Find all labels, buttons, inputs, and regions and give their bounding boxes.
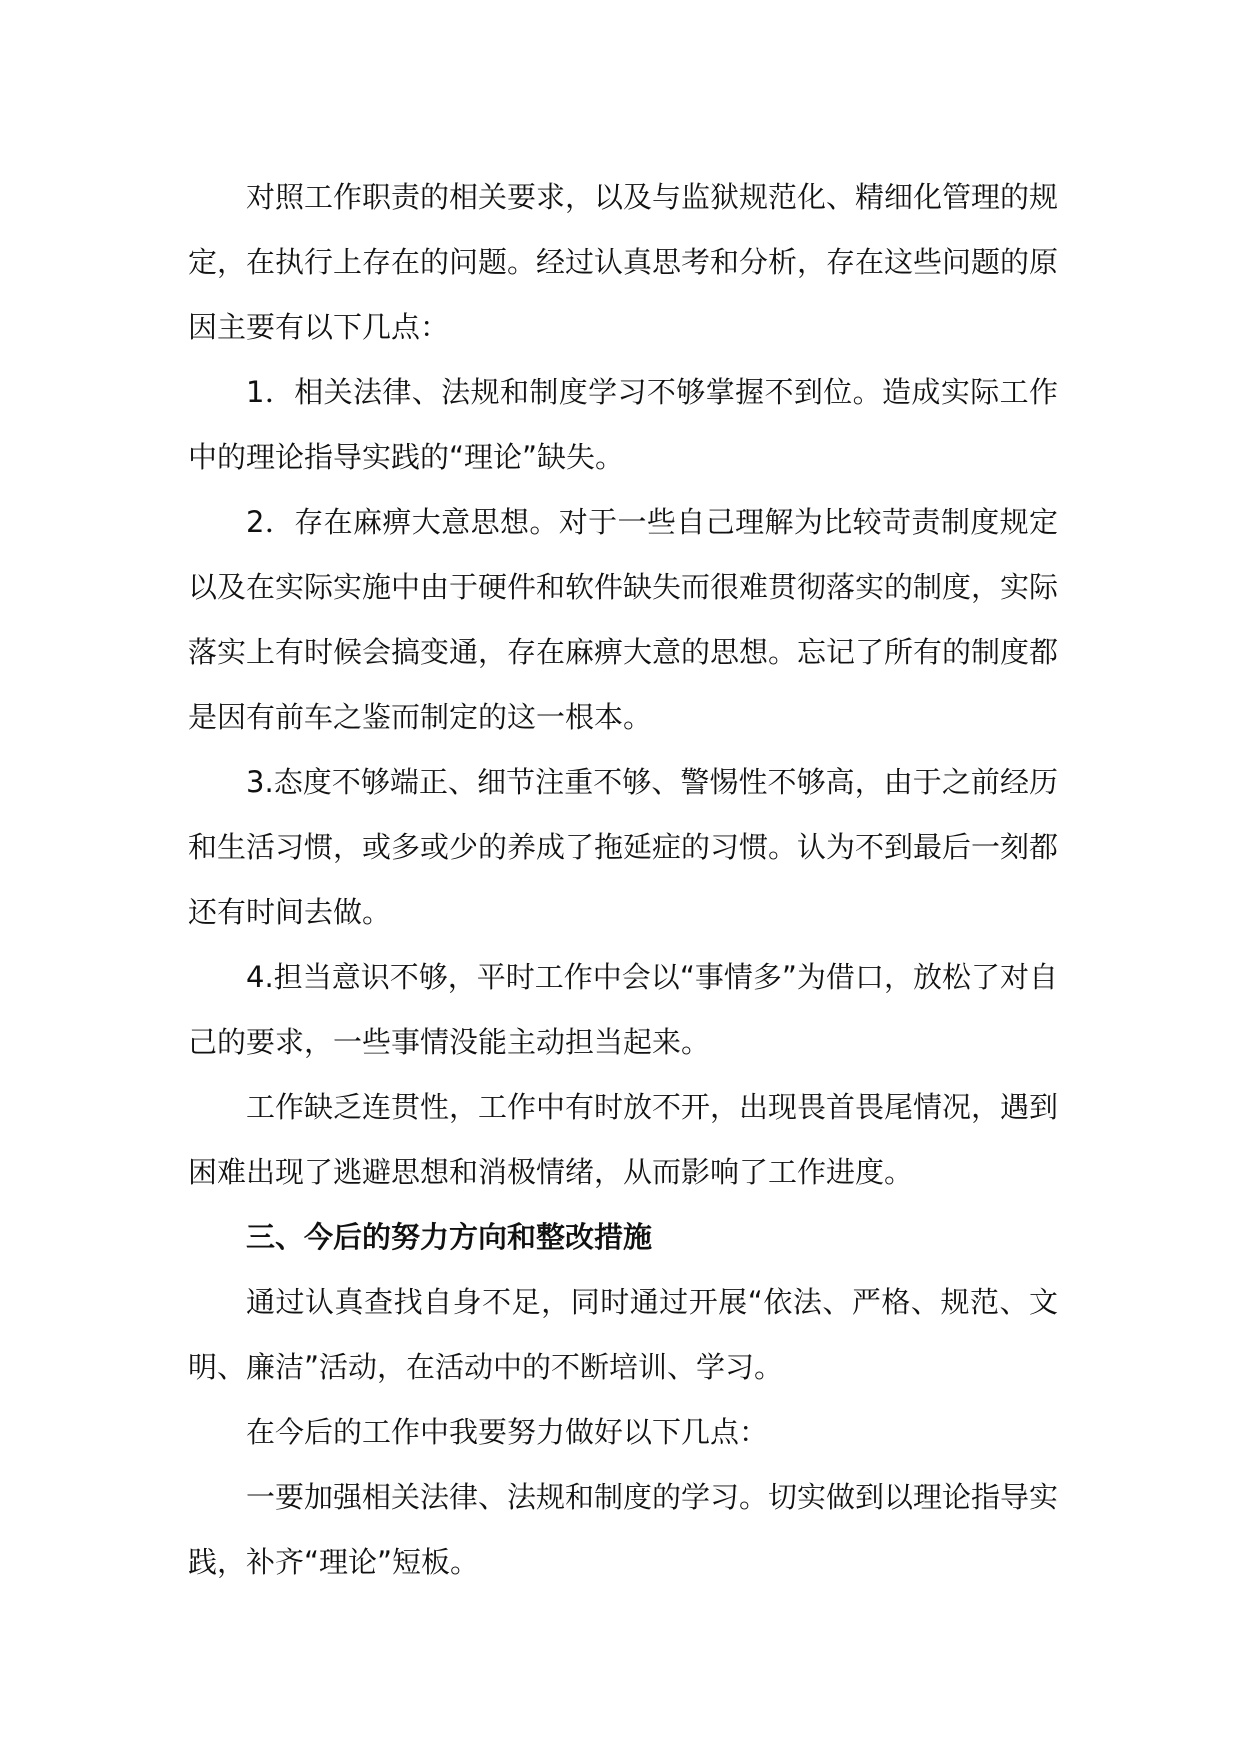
- paragraph-continuity: 工作缺乏连贯性，工作中有时放不开，出现畏首畏尾情况，遇到困难出现了逃避思想和消极情绪，从而影响了工作进度。: [188, 1090, 1059, 1189]
- document-page: [188, 165, 1058, 1595]
- paragraph-intro: 对照工作职责的相关要求，以及与监狱规范化、精细化管理的规定，在执行上存在的问题。经过认真思考和分析，存在这些问题的原因主要有以下几点：: [188, 180, 1059, 344]
- paragraph-point-3: 3.态度不够端正、细节注重不够、警惕性不够高，由于之前经历和生活习惯，或多或少的养成了拖延症的习惯。认为不到最后一刻都还有时间去做。: [188, 765, 1059, 929]
- paragraph-point-2: 2．存在麻痹大意思想。对于一些自己理解为比较苛责制度规定以及在实际实施中由于硬件和软件缺失而很难贯彻落实的制度，实际落实上有时候会搞变通，存在麻痹大意的思想。忘记了所有的制度都是因有前车之鉴而制定的这一根本。: [188, 505, 1059, 734]
- paragraph-measure-1: 一要加强相关法律、法规和制度的学习。切实做到以理论指导实践，补齐“理论”短板。: [188, 1480, 1059, 1579]
- paragraph-measures-intro: 通过认真查找自身不足，同时通过开展“依法、严格、规范、文明、廉洁”活动，在活动中的不断培训、学习。: [188, 1285, 1058, 1384]
- paragraph-point-4: 4.担当意识不够，平时工作中会以“事情多”为借口，放松了对自己的要求，一些事情没能主动担当起来。: [188, 960, 1058, 1059]
- paragraph-point-1: 1．相关法律、法规和制度学习不够掌握不到位。造成实际工作中的理论指导实践的“理论”缺失。: [188, 375, 1058, 474]
- section-heading: 三、今后的努力方向和整改措施: [246, 1220, 653, 1254]
- paragraph-measures-lead: 在今后的工作中我要努力做好以下几点：: [246, 1415, 769, 1449]
